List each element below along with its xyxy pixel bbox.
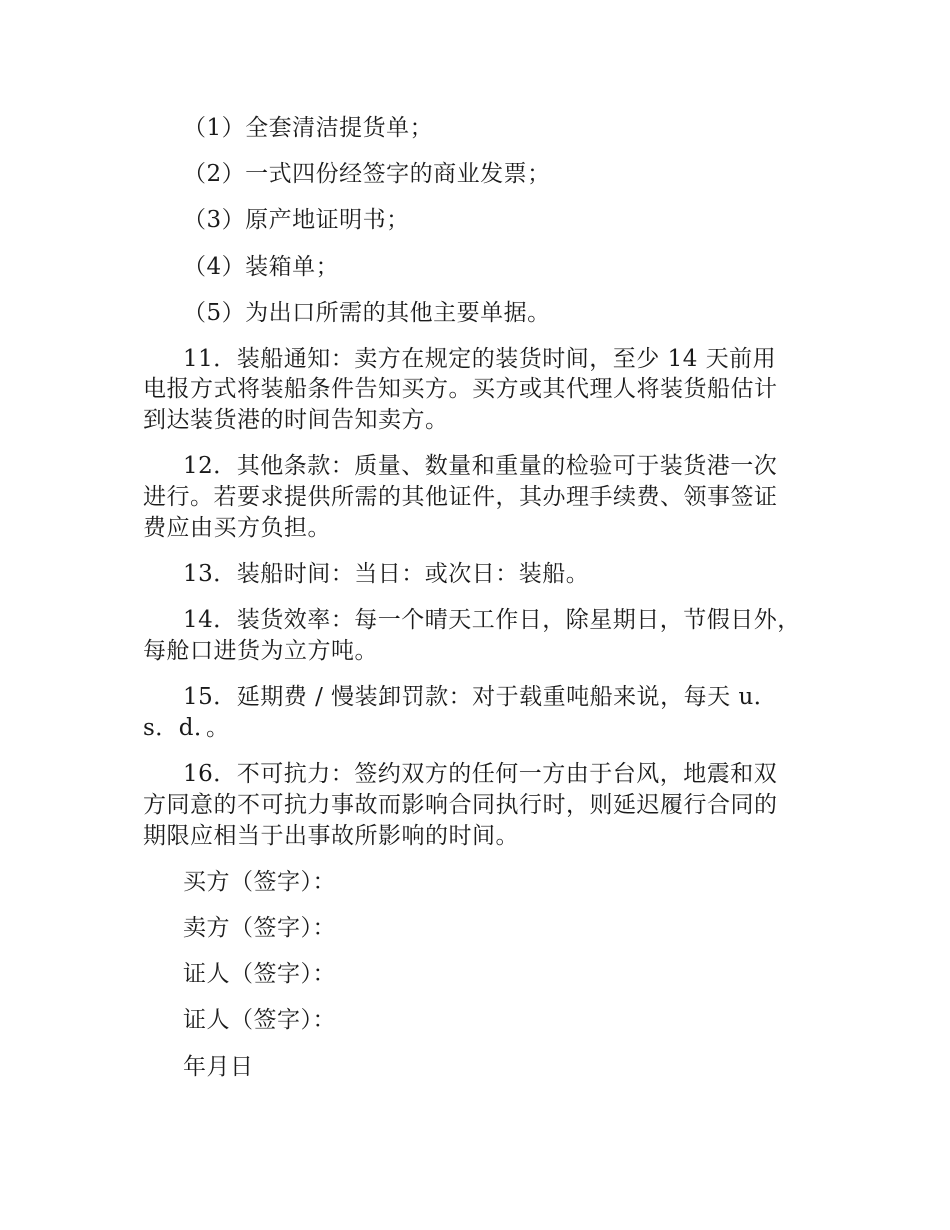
seller-signature: 卖方（签字）： — [183, 915, 336, 941]
clause-12-line-3: 费应由买方负担。 — [143, 515, 331, 541]
clause-15-line-1: 15．延期费 / 慢装卸罚款：对于载重吨船来说，每天 u． — [183, 684, 778, 710]
clause-12-line-2: 进行。若要求提供所需的其他证件，其办理手续费、领事签证 — [143, 484, 778, 510]
clause-11-line-3: 到达装货港的时间告知卖方。 — [143, 407, 449, 433]
clause-11-line-2: 电报方式将装船条件告知买方。买方或其代理人将装货船估计 — [143, 376, 778, 402]
clause-16-line-2: 方同意的不可抗力事故而影响合同执行时，则延迟履行合同的 — [143, 792, 778, 818]
doc-item-1: （1）全套清洁提货单； — [183, 115, 434, 141]
witness-signature-1: 证人（签字）： — [183, 961, 336, 987]
doc-item-4: （4）装箱单； — [183, 254, 340, 280]
clause-16-line-3: 期限应相当于出事故所影响的时间。 — [143, 823, 519, 849]
clause-13: 13．装船时间：当日：或次日：装船。 — [183, 561, 590, 587]
clause-12-line-1: 12．其他条款：质量、数量和重量的检验可于装货港一次 — [183, 453, 778, 479]
doc-item-3: （3）原产地证明书； — [183, 207, 410, 233]
buyer-signature: 买方（签字）： — [183, 869, 336, 895]
clause-15-line-2: s．d．。 — [143, 715, 230, 741]
clause-11-line-1: 11．装船通知：卖方在规定的装货时间，至少 14 天前用 — [183, 346, 777, 372]
date-line: 年月日 — [183, 1054, 254, 1080]
clause-16-line-1: 16．不可抗力：签约双方的任何一方由于台风，地震和双 — [183, 761, 778, 787]
doc-item-2: （2）一式四份经签字的商业发票； — [183, 161, 551, 187]
doc-item-5: （5）为出口所需的其他主要单据。 — [183, 300, 551, 326]
witness-signature-2: 证人（签字）： — [183, 1007, 336, 1033]
clause-14-line-2: 每舱口进货为立方吨。 — [143, 638, 378, 664]
clause-14-line-1: 14．装货效率：每一个晴天工作日，除星期日，节假日外， — [183, 607, 801, 633]
